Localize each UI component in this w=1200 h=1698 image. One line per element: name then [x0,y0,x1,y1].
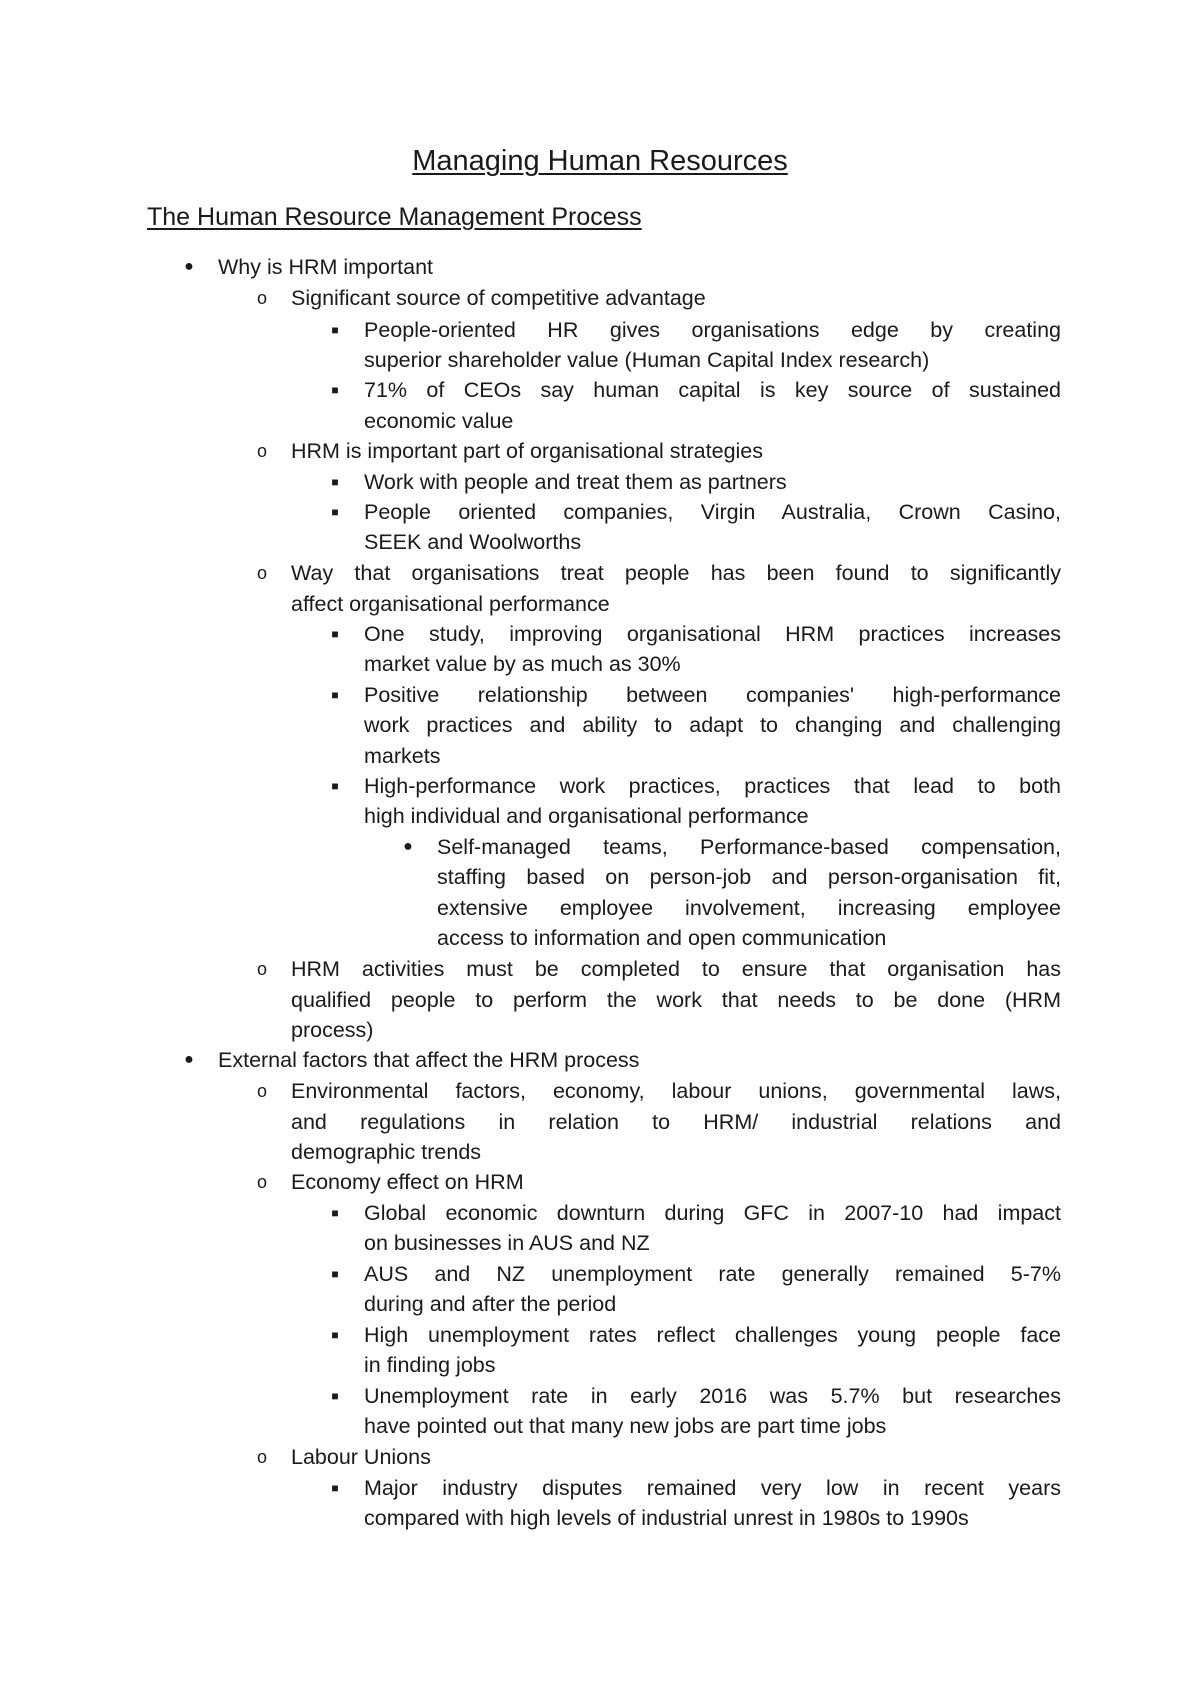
list-item-line: economic value [364,409,514,433]
list-item-line: HRM is important part of organisational strategies [291,439,764,463]
list-item-line: Economy effect on HRM [291,1170,524,1194]
bullet-square-marker: ■ [331,475,339,489]
bullet-square-marker: ■ [331,1481,339,1495]
bullet-circle-marker: o [256,1172,267,1192]
bullet-circle-marker: o [256,959,267,979]
bullet-disc-marker: ● [184,258,194,275]
list-item-line: Environmental factors, economy, labour unions, governmental laws, [291,1079,1061,1103]
list-item-line: have pointed out that many new jobs are part time jobs [364,1414,887,1438]
list-item-line: in finding jobs [364,1353,496,1377]
bullet-square-marker: ■ [331,688,339,702]
bullet-square-marker: ■ [331,627,339,641]
list-item-line: SEEK and Woolworths [364,530,582,554]
list-item-line: AUS and NZ unemployment rate generally remained 5-7% [364,1262,1061,1286]
bullet-square-marker: ■ [331,1267,339,1281]
list-item-line: process) [291,1018,374,1042]
list-item-line: 71% of CEOs say human capital is key source of sustained [364,378,1061,402]
bullet-square-marker: ■ [331,505,339,519]
list-item-line: access to information and open communication [437,926,887,950]
bullet-disc-marker: ● [184,1051,194,1068]
document-title: Managing Human Resources [412,145,788,177]
list-item-line: People-oriented HR gives organisations edge by creating [364,318,1061,342]
list-item-line: External factors that affect the HRM process [218,1048,640,1072]
bullet-circle-marker: o [256,563,267,583]
list-item-line: during and after the period [364,1292,617,1316]
list-item-line: Positive relationship between companies' high-performance [364,683,1061,707]
list-item-line: Global economic downturn during GFC in 2007-10 had impact [364,1201,1061,1225]
bullet-circle-marker: o [256,288,267,308]
list-item-line: demographic trends [291,1140,482,1164]
list-item-line: superior shareholder value (Human Capital Index research) [364,348,930,372]
list-item-line: high individual and organisational performance [364,804,809,828]
list-item-line: Self-managed teams, Performance-based compensation, [437,835,1061,859]
list-item-line: High-performance work practices, practices that lead to both [364,774,1061,798]
list-item-line: One study, improving organisational HRM practices increases [364,622,1061,646]
bullet-square-marker: ■ [331,383,339,397]
list-item-line: markets [364,744,441,768]
list-item-line: Work with people and treat them as partners [364,470,787,494]
list-item-line: HRM activities must be completed to ensure that organisation has [291,957,1061,981]
list-item-line: Why is HRM important [218,255,434,279]
list-item-line: affect organisational performance [291,592,610,616]
bullet-circle-marker: o [256,441,267,461]
bullet-square-marker: ■ [331,779,339,793]
list-item-line: work practices and ability to adapt to changing and challenging [364,713,1061,737]
list-item-line: High unemployment rates reflect challenges young people face [364,1323,1061,1347]
list-item-line: People oriented companies, Virgin Australia, Crown Casino, [364,500,1061,524]
list-item-line: market value by as much as 30% [364,652,681,676]
list-item-line: Major industry disputes remained very low in recent years [364,1476,1061,1500]
bullet-circle-marker: o [256,1447,267,1467]
list-item-line: Significant source of competitive advantage [291,286,706,310]
section-heading: The Human Resource Management Process [147,203,642,231]
list-item-line: compared with high levels of industrial unrest in 1980s to 1990s [364,1506,969,1530]
list-item-line: on businesses in AUS and NZ [364,1231,650,1255]
list-item-line: extensive employee involvement, increasing employee [437,896,1061,920]
bullet-circle-marker: o [256,1081,267,1101]
list-item-line: staffing based on person-job and person-organisation fit, [437,865,1061,889]
bullet-square-marker: ■ [331,1206,339,1220]
bullet-disc-marker: ● [403,838,413,855]
list-item-line: qualified people to perform the work that needs to be done (HRM [291,988,1061,1012]
list-item-line: Labour Unions [291,1445,431,1469]
bullet-square-marker: ■ [331,1389,339,1403]
list-item-line: and regulations in relation to HRM/ industrial relations and [291,1110,1061,1134]
list-item-line: Way that organisations treat people has been found to significantly [291,561,1061,585]
list-item-line: Unemployment rate in early 2016 was 5.7% but researches [364,1384,1061,1408]
bullet-square-marker: ■ [331,1328,339,1342]
bullet-square-marker: ■ [331,323,339,337]
